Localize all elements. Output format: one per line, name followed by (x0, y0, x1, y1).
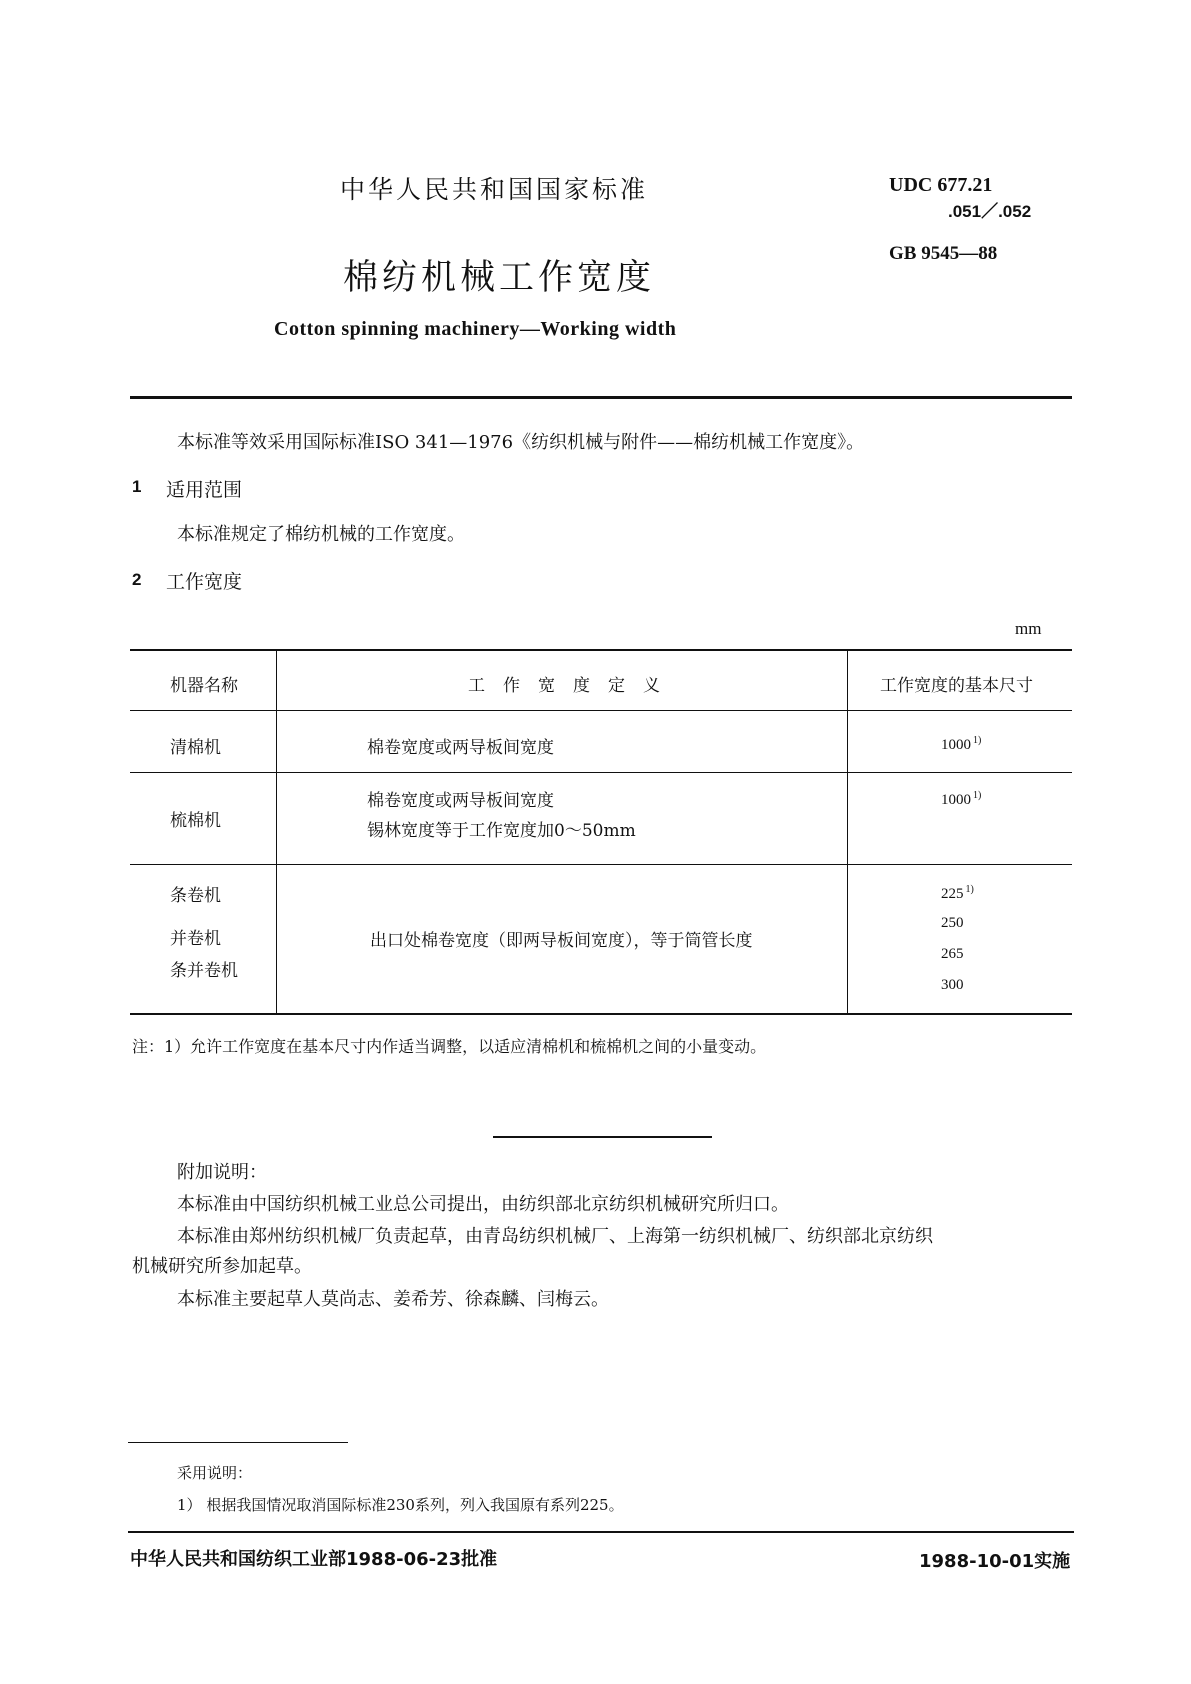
footnote-mark: 1) (973, 735, 982, 746)
table-unit: mm (1015, 619, 1042, 638)
approval-line: 中华人民共和国纺织工业部1988-06-23批准 (130, 1549, 498, 1570)
table-row-rule (130, 772, 1072, 773)
table-top-rule (130, 649, 1072, 651)
table-cell-machine: 条卷机 (170, 886, 221, 906)
footnote-mark: 1) (965, 884, 974, 895)
document-title-en: Cotton spinning machinery—Working width (274, 318, 677, 340)
size-value: 1000 (941, 792, 971, 808)
effective-date: 1988-10-01实施 (919, 1551, 1071, 1572)
table-cell-definition: 出口处棉卷宽度（即两导板间宽度），等于筒管长度 (370, 931, 753, 951)
udc-code: UDC 677.21 (889, 174, 993, 196)
size-value: 265 (941, 946, 964, 962)
column-header-machine: 机器名称 (170, 676, 238, 696)
size-value: 225 (941, 886, 964, 902)
additional-note: 本标准由郑州纺织机械厂负责起草，由青岛纺织机械厂、上海第一纺织机械厂、纺织部北京纺织 (177, 1226, 933, 1247)
table-row-rule (130, 864, 1072, 865)
table-cell-machine: 条并卷机 (170, 961, 238, 981)
intro-paragraph: 本标准等效采用国际标准ISO 341—1976《纺织机械与附件——棉纺机械工作宽度》。 (177, 432, 865, 453)
table-cell-size (941, 735, 981, 754)
udc-code-continued: .051／.052 (948, 202, 1032, 221)
adoption-text: 根据我国情况取消国际标准230系列，列入我国原有系列225。 (206, 1496, 624, 1514)
issuer-title: 中华人民共和国国家标准 (340, 175, 649, 204)
table-cell-machine: 梳棉机 (170, 811, 221, 831)
section-1-title: 适用范围 (166, 479, 243, 501)
section-1-number: 1 (132, 477, 142, 496)
footer-divider (128, 1531, 1074, 1533)
table-cell-size (941, 884, 974, 903)
standard-number: GB 9545—88 (889, 243, 998, 264)
table-bottom-rule (130, 1013, 1072, 1015)
table-column-rule (276, 649, 277, 1014)
table-header-rule (130, 710, 1072, 711)
adoption-note (177, 1494, 624, 1515)
size-value: 300 (941, 977, 964, 993)
additional-notes-title: 附加说明： (177, 1162, 267, 1183)
table-cell-definition: 棉卷宽度或两导板间宽度 (367, 791, 554, 811)
table-cell-machine: 清棉机 (170, 738, 221, 758)
table-cell-size (941, 790, 981, 809)
column-header-definition: 工作宽度定义 (468, 676, 678, 696)
footnote-divider (128, 1442, 348, 1443)
additional-note-continued: 机械研究所参加起草。 (132, 1256, 312, 1277)
table-cell-machine: 并卷机 (170, 929, 221, 949)
section-2-number: 2 (132, 570, 142, 589)
table-cell-definition: 棉卷宽度或两导板间宽度 (367, 738, 554, 758)
size-value: 1000 (941, 737, 971, 753)
additional-note: 本标准主要起草人莫尚志、姜希芳、徐森麟、闫梅云。 (177, 1289, 609, 1310)
adoption-mark: 1） (177, 1496, 202, 1514)
adoption-title: 采用说明： (177, 1464, 253, 1482)
section-2-title: 工作宽度 (166, 571, 243, 593)
document-title-cn: 棉纺机械工作宽度 (343, 258, 656, 298)
section-divider (493, 1136, 712, 1138)
size-value: 250 (941, 915, 964, 931)
additional-note: 本标准由中国纺织机械工业总公司提出，由纺织部北京纺织机械研究所归口。 (177, 1194, 789, 1215)
footnote-mark: 1) (973, 790, 982, 801)
table-note: 注：1）允许工作宽度在基本尺寸内作适当调整，以适应清棉机和梳棉机之间的小量变动。 (132, 1037, 767, 1056)
column-header-basic-size: 工作宽度的基本尺寸 (880, 676, 1033, 696)
header-divider (130, 396, 1072, 399)
table-column-rule (847, 649, 848, 1014)
section-1-text: 本标准规定了棉纺机械的工作宽度。 (177, 524, 465, 545)
table-cell-definition: 锡林宽度等于工作宽度加0～50mm (367, 821, 636, 841)
